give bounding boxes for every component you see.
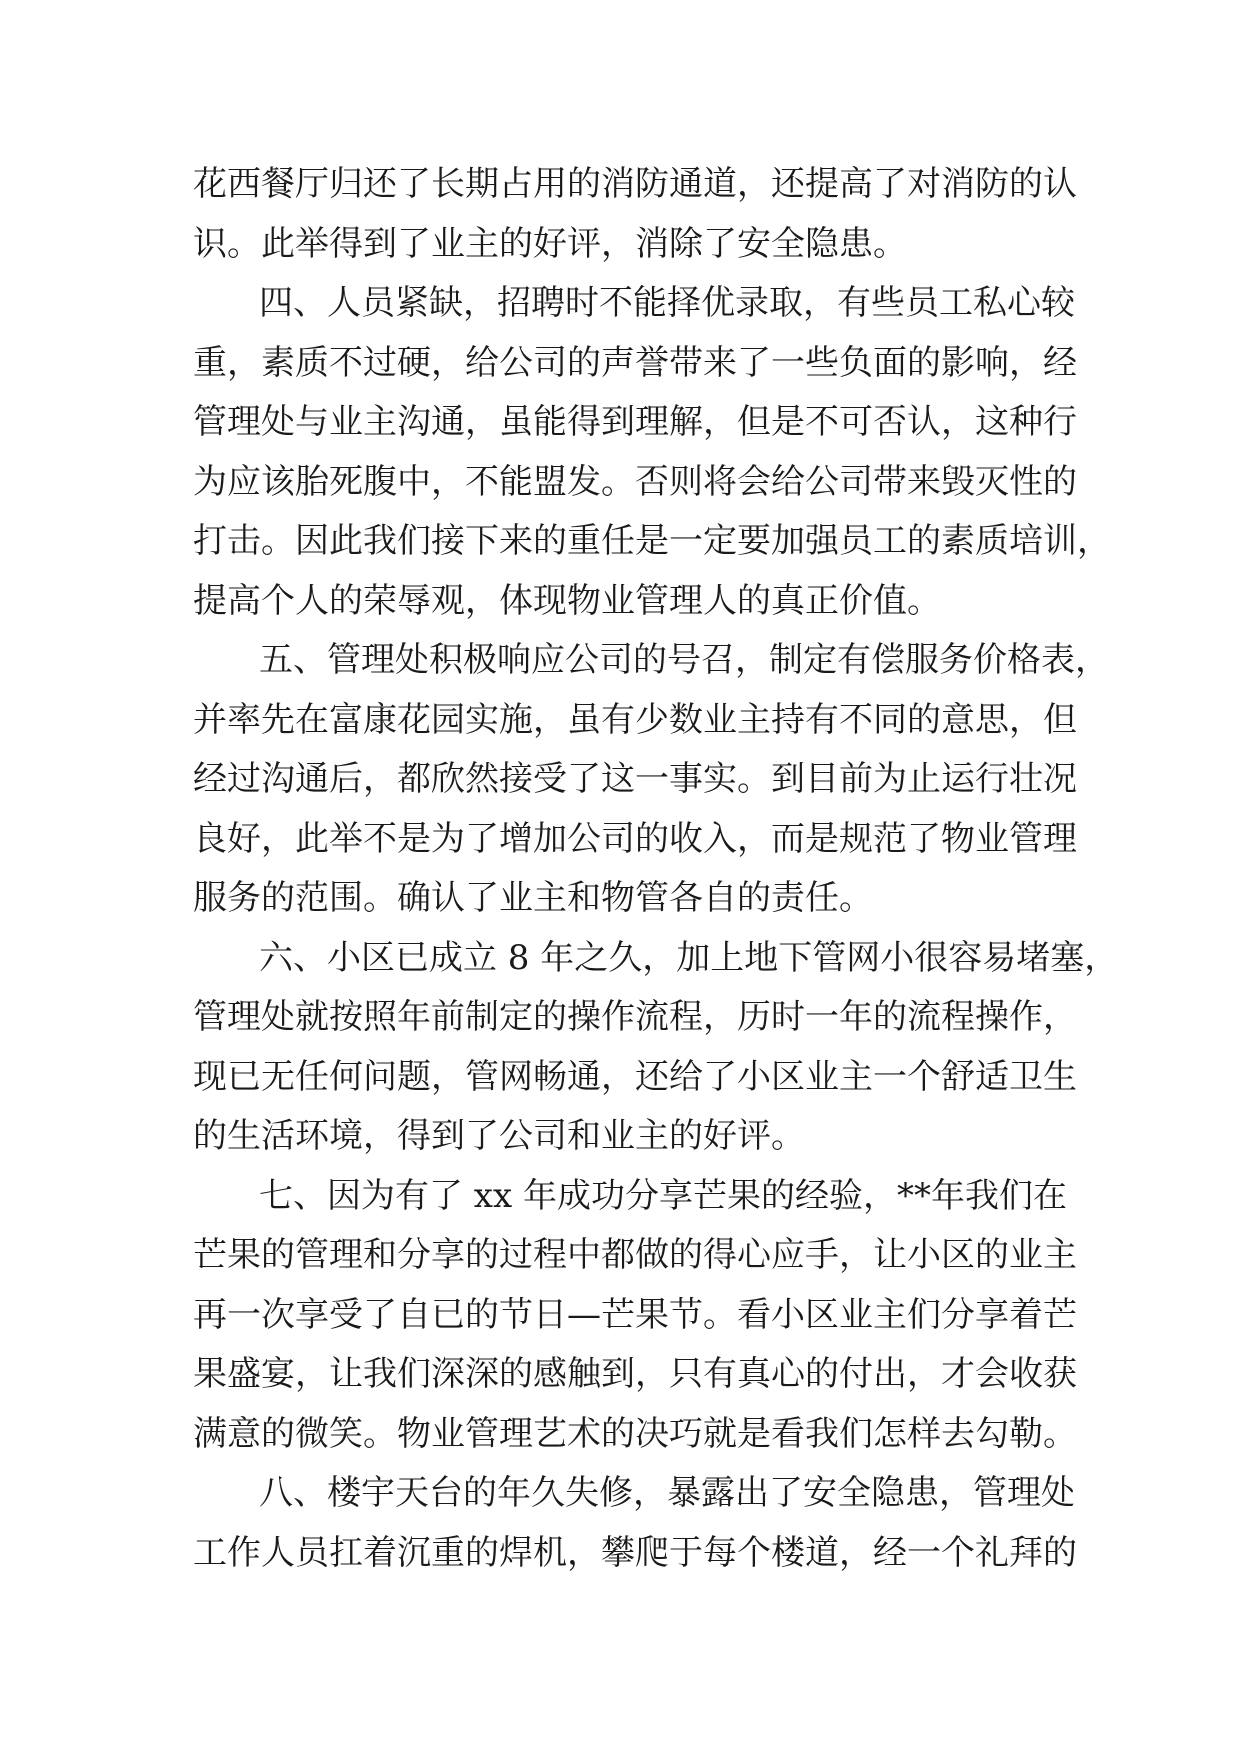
paragraph-item-8 [193,1464,1077,1583]
text-line: 果盛宴，让我们深深的感触到，只有真心的付出，才会收获 [193,1354,1077,1394]
text-line: 满意的微笑。物业管理艺术的决巧就是看我们怎样去勾勒。 [193,1413,1077,1454]
paragraph-item-6 [193,929,1119,1167]
paragraph-item-5 [193,631,1109,929]
text-line: 打击。因此我们接下来的重任是一定要加强员工的素质培训， [193,521,1111,561]
text-line: 现已无任何问题，管网畅通，还给了小区业主一个舒适卫生 [193,1056,1077,1097]
text-line: 重，素质不过硬，给公司的声誉带来了一些负面的影响，经 [193,342,1077,383]
text-line: 管理处就按照年前制定的操作流程，历时一年的流程操作， [193,997,1077,1037]
text-line: 良好，此举不是为了增加公司的收入，而是规范了物业管理 [193,818,1077,859]
paragraph-continuation [193,155,1077,274]
text-line: 为应该胎死腹中，不能盟发。否则将会给公司带来毁灭性的 [193,461,1077,502]
text-line: 经过沟通后，都欣然接受了这一事实。到目前为止运行壮况 [193,759,1077,799]
text-line: 六、小区已成立 8 年之久，加上地下管网小很容易堵塞， [259,937,1119,978]
text-line: 识。此举得到了业主的好评，消除了安全隐患。 [193,223,907,264]
text-line: 七、因为有了 xx 年成功分享芒果的经验，**年我们在 [259,1175,1067,1216]
text-line: 的生活环境，得到了公司和业主的好评。 [193,1116,805,1156]
paragraph-item-7 [193,1167,1077,1465]
text-line: 工作人员扛着沉重的焊机，攀爬于每个楼道，经一个礼拜的 [193,1532,1077,1573]
text-line: 芒果的管理和分享的过程中都做的得心应手，让小区的业主 [193,1235,1077,1275]
document-body [193,155,1119,1583]
text-line: 八、楼宇天台的年久失修，暴露出了安全隐患，管理处 [259,1473,1075,1513]
text-line: 花西餐厅归还了长期占用的消防通道，还提高了对消防的认 [193,164,1077,204]
paragraph-item-4 [193,274,1111,631]
text-line: 再一次享受了自已的节日—芒果节。看小区业主们分享着芒 [193,1294,1077,1335]
text-line: 四、人员紧缺，招聘时不能择优录取，有些员工私心较 [259,283,1075,323]
text-line: 管理处与业主沟通，虽能得到理解，但是不可否认，这种行 [193,402,1077,442]
text-line: 服务的范围。确认了业主和物管各自的责任。 [193,878,873,918]
text-line: 提高个人的荣辱观，体现物业管理人的真正价值。 [193,580,941,621]
text-line: 并率先在富康花园实施，虽有少数业主持有不同的意思，但 [193,699,1077,740]
text-line: 五、管理处积极响应公司的号召，制定有偿服务价格表， [259,640,1109,680]
